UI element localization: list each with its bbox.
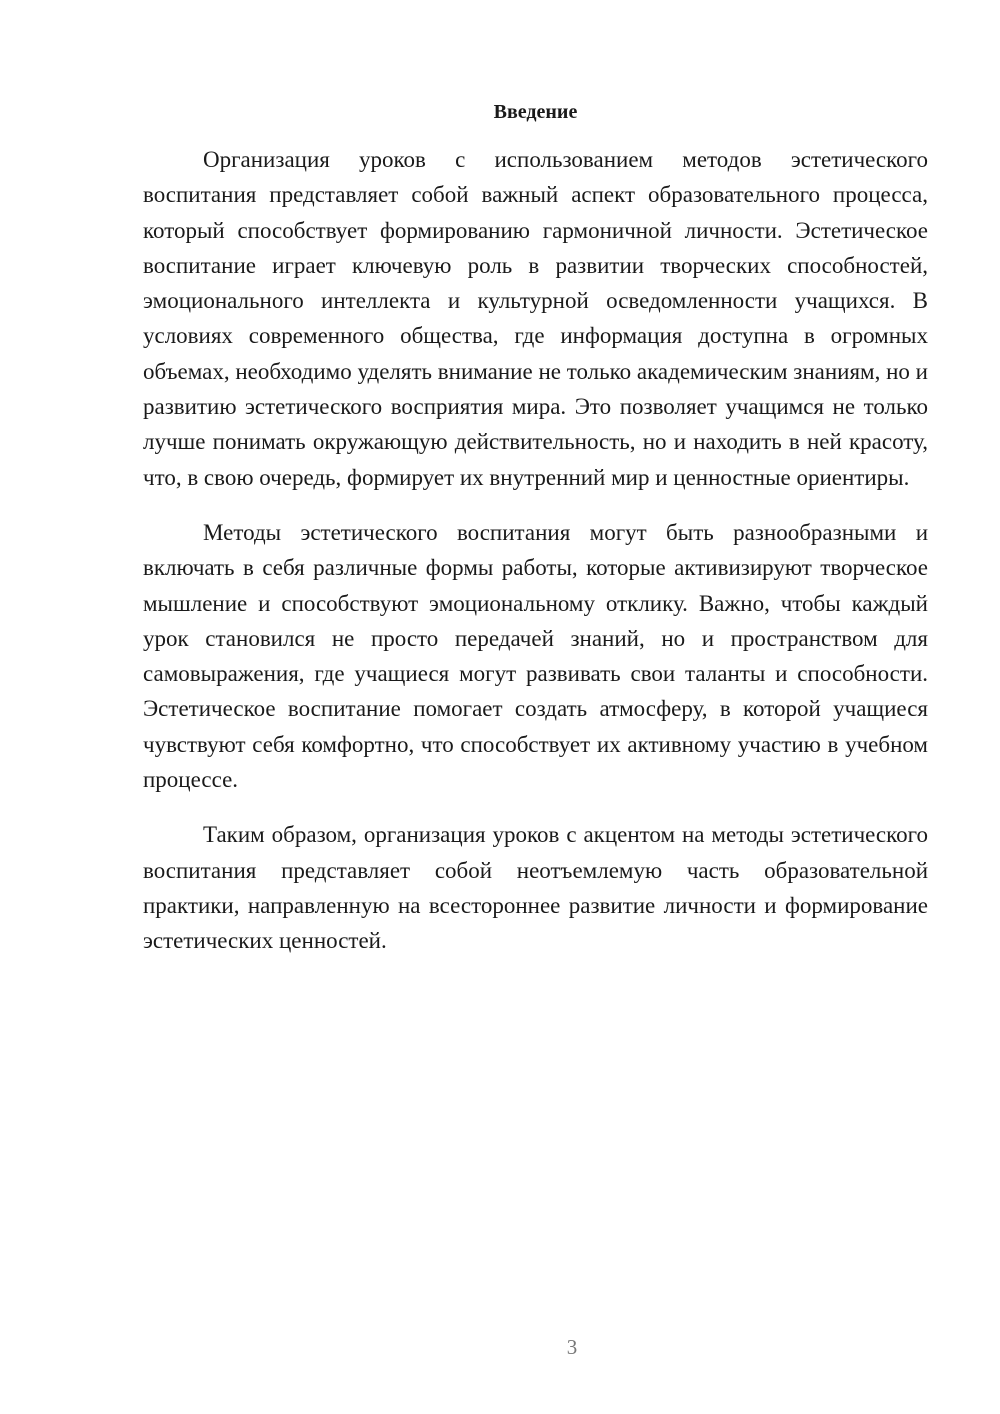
body-text: [143, 142, 928, 979]
page-number: 3: [566, 1335, 578, 1359]
paragraph-2: Методы эстетического воспитания могут быть разнообразными и включать в себя различные формы работы, которые активизируют творческое мышление и способствуют эмоциональному отклику. Важно, чтобы каждый урок становился не просто передачей знаний, но и пространством для самовыражения, где учащиеся могут развивать свои таланты и способности. Эстетическое воспитание помогает создать атмосферу, в которой учащиеся чувствуют себя комфортно, что способствует их активному участию в учебном процессе.: [143, 519, 928, 793]
paragraph-1: Организация уроков с использованием методов эстетического воспитания представляет собой важный аспект образовательного процесса, который способствует формированию гармоничной личности. Эстетическое воспитание играет ключевую роль в развитии творческих способностей, эмоционального интеллекта и культурной осведомленности учащихся. В условиях современного общества, где информация доступна в огромных объемах, необходимо уделять внимание не только академическим знаниям, но и развитию эстетического восприятия мира. Это позволяет учащимся не только лучше понимать окружающую действительность, но и находить в ней красоту, что, в свою очередь, формирует их внутренний мир и ценностные ориентиры.: [143, 147, 928, 490]
section-heading: Введение: [493, 101, 578, 123]
paragraph-3: Таким образом, организация уроков с акцентом на методы эстетического воспитания представляет собой неотъемлемую часть образовательной практики, направленную на всестороннее развитие личности и формирование эстетических ценностей.: [143, 822, 928, 954]
